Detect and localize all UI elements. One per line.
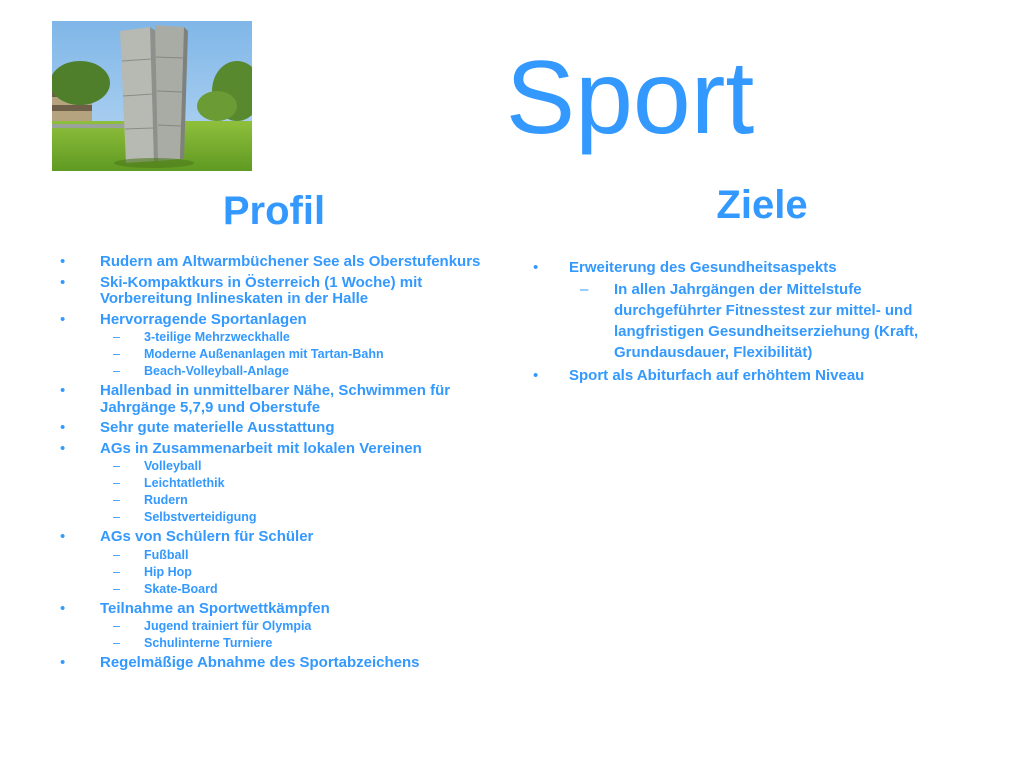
sub-bullet-item: [60, 493, 490, 508]
stone-sculpture-photo: [52, 21, 252, 171]
sub-bullet-item: [60, 548, 490, 563]
sub-bullet-item: [60, 459, 490, 474]
bullet-marker: •: [60, 599, 66, 617]
bullet-marker: •: [533, 259, 539, 276]
bullet-text: Erweiterung des Gesundheitsaspekts: [569, 259, 837, 276]
sub-bullet-item: [60, 510, 490, 525]
bullet-text: Sport als Abiturfach auf erhöhtem Niveau: [569, 367, 865, 384]
dash-marker: –: [113, 510, 120, 524]
dash-marker: –: [113, 364, 120, 378]
dash-marker: –: [113, 476, 120, 490]
bullet-text: In allen Jahrgängen der Mittelstufe durchgeführter Fitnesstest zur mittel- und langfristigen Gesundheitserziehung (Kraft, Grundausdauer, Flexibilität): [614, 281, 919, 361]
bullet-item: [60, 312, 490, 329]
bullet-text: Fußball: [144, 547, 189, 562]
dash-marker: –: [113, 636, 120, 650]
sub-bullet-item: [60, 565, 490, 580]
sub-bullet-item: [60, 347, 490, 362]
page-title: Sport: [505, 40, 755, 156]
dash-marker: –: [113, 564, 120, 579]
sub-bullet-item: [60, 636, 490, 651]
bullet-text: Moderne Außenanlagen mit Tartan-Bahn: [144, 347, 384, 361]
bullet-marker: •: [60, 439, 66, 457]
bullet-item: [60, 420, 490, 437]
dash-marker: –: [113, 619, 120, 633]
bullet-item: [60, 529, 490, 546]
bullet-marker: •: [60, 654, 66, 671]
ziele-heading: Ziele: [716, 183, 808, 227]
bullet-text: Skate-Board: [144, 581, 218, 596]
bullet-text: 3-teilige Mehrzweckhalle: [144, 330, 290, 344]
dash-marker: –: [580, 281, 589, 298]
bullet-text: Jugend trainiert für Olympia: [144, 619, 312, 633]
bullet-marker: •: [60, 253, 66, 270]
sub-bullet-item: [60, 330, 490, 345]
sub-bullet-item: [60, 582, 490, 597]
bullet-text: Volleyball: [144, 459, 202, 473]
dash-marker: –: [113, 459, 120, 473]
bullet-item: [60, 275, 490, 308]
sub-bullet-item: [60, 364, 490, 379]
ziele-list: [530, 255, 970, 385]
bullet-text: Regelmäßige Abnahme des Sportabzeichens: [100, 654, 420, 671]
bullet-item: [60, 601, 490, 618]
bullet-marker: •: [60, 310, 66, 328]
bullet-item: [530, 367, 970, 385]
bullet-text: Rudern am Altwarmbüchener See als Oberstufenkurs: [100, 253, 481, 270]
bullet-item: [60, 383, 490, 416]
bullet-text: Selbstverteidigung: [144, 510, 257, 524]
bullet-text: Hervorragende Sportanlagen: [100, 310, 307, 328]
dash-marker: –: [113, 547, 120, 562]
dash-marker: –: [113, 581, 120, 596]
bullet-text: Rudern: [144, 493, 188, 507]
bullet-text: Beach-Volleyball-Anlage: [144, 364, 289, 378]
bullet-text: Hip Hop: [144, 564, 192, 579]
bullet-text: Schulinterne Turniere: [144, 636, 273, 650]
dash-marker: –: [113, 347, 120, 361]
bullet-marker: •: [533, 367, 539, 384]
bullet-text: Hallenbad in unmittelbarer Nähe, Schwimmen für Jahrgänge 5,7,9 und Oberstufe: [100, 382, 451, 416]
bullet-marker: •: [60, 382, 66, 399]
profil-list: [60, 250, 490, 672]
bullet-item: [60, 254, 490, 271]
bullet-text: AGs in Zusammenarbeit mit lokalen Vereinen: [100, 439, 422, 457]
bullet-text: Ski-Kompaktkurs in Österreich (1 Woche) mit Vorbereitung Inlineskaten in der Halle: [100, 273, 423, 307]
dash-marker: –: [113, 330, 120, 344]
bullet-item: [530, 259, 970, 277]
bullet-text: Leichtatlethik: [144, 476, 225, 490]
bullet-marker: •: [60, 273, 66, 291]
bullet-marker: •: [60, 528, 66, 545]
bullet-text: AGs von Schülern für Schüler: [100, 528, 314, 545]
profil-heading: Profil: [222, 189, 326, 233]
sub-bullet-item: [530, 279, 970, 363]
bullet-item: [60, 441, 490, 458]
sub-bullet-item: [60, 619, 490, 634]
sub-bullet-item: [60, 476, 490, 491]
bullet-marker: •: [60, 419, 66, 436]
bullet-text: Sehr gute materielle Ausstattung: [100, 419, 335, 436]
bullet-text: Teilnahme an Sportwettkämpfen: [100, 599, 330, 617]
dash-marker: –: [113, 493, 120, 507]
bullet-item: [60, 655, 490, 672]
